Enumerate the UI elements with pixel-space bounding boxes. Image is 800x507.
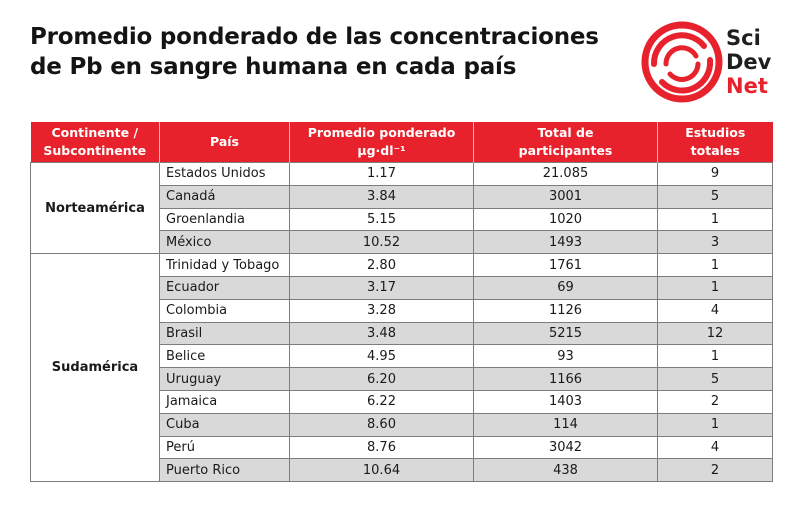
country-cell: Colombia [160, 299, 290, 322]
total-participants-cell: 3042 [474, 436, 658, 459]
total-studies-cell: 1 [658, 413, 773, 436]
total-studies-cell: 9 [658, 163, 773, 186]
page-title [30, 22, 630, 82]
weighted-average-cell: 6.20 [290, 368, 474, 391]
total-participants-cell: 93 [474, 345, 658, 368]
weighted-average-cell: 1.17 [290, 163, 474, 186]
total-studies-cell: 1 [658, 276, 773, 299]
logo-text-net: Net [726, 74, 768, 98]
title-line-1: Promedio ponderado de las concentraciones [30, 24, 599, 50]
country-cell: Brasil [160, 322, 290, 345]
country-cell: Uruguay [160, 368, 290, 391]
table-header-row [31, 122, 773, 163]
weighted-average-cell: 10.64 [290, 459, 474, 482]
logo-text-sci: Sci [726, 26, 761, 50]
total-studies-cell: 2 [658, 459, 773, 482]
weighted-average-cell: 3.28 [290, 299, 474, 322]
country-cell: México [160, 231, 290, 254]
title-line-2: de Pb en sangre humana en cada país [30, 54, 517, 80]
total-participants-cell: 1761 [474, 254, 658, 277]
total-studies-cell: 3 [658, 231, 773, 254]
total-studies-cell: 4 [658, 436, 773, 459]
continent-cell: Norteamérica [31, 163, 160, 254]
country-cell: Estados Unidos [160, 163, 290, 186]
total-studies-cell: 1 [658, 254, 773, 277]
weighted-average-cell: 8.76 [290, 436, 474, 459]
country-cell: Groenlandia [160, 208, 290, 231]
total-studies-cell: 4 [658, 299, 773, 322]
weighted-average-cell: 8.60 [290, 413, 474, 436]
weighted-average-cell: 5.15 [290, 208, 474, 231]
country-cell: Ecuador [160, 276, 290, 299]
total-participants-cell: 1166 [474, 368, 658, 391]
weighted-average-cell: 2.80 [290, 254, 474, 277]
weighted-average-cell: 3.84 [290, 185, 474, 208]
country-cell: Canadá [160, 185, 290, 208]
total-participants-cell: 438 [474, 459, 658, 482]
table-row [31, 254, 773, 277]
total-participants-cell: 21.085 [474, 163, 658, 186]
total-studies-cell: 5 [658, 185, 773, 208]
country-cell: Perú [160, 436, 290, 459]
header-total-studies: Estudios totales [658, 122, 773, 163]
total-participants-cell: 5215 [474, 322, 658, 345]
logo-swirl-icon [640, 20, 726, 106]
total-participants-cell: 1020 [474, 208, 658, 231]
total-studies-cell: 1 [658, 208, 773, 231]
total-studies-cell: 2 [658, 390, 773, 413]
country-cell: Belice [160, 345, 290, 368]
logo-text-dev: Dev [726, 50, 772, 74]
total-studies-cell: 12 [658, 322, 773, 345]
total-participants-cell: 3001 [474, 185, 658, 208]
country-cell: Cuba [160, 413, 290, 436]
continent-cell: Sudamérica [31, 254, 160, 482]
weighted-average-cell: 4.95 [290, 345, 474, 368]
header-country: País [160, 122, 290, 163]
total-studies-cell: 1 [658, 345, 773, 368]
country-cell: Trinidad y Tobago [160, 254, 290, 277]
weighted-average-cell: 10.52 [290, 231, 474, 254]
weighted-average-cell: 3.48 [290, 322, 474, 345]
total-participants-cell: 1493 [474, 231, 658, 254]
header-total-participants: Total de participantes [474, 122, 658, 163]
total-participants-cell: 1403 [474, 390, 658, 413]
country-cell: Puerto Rico [160, 459, 290, 482]
total-participants-cell: 1126 [474, 299, 658, 322]
header-continent: Continente / Subcontinente [31, 122, 160, 163]
total-participants-cell: 114 [474, 413, 658, 436]
weighted-average-cell: 6.22 [290, 390, 474, 413]
header-weighted-average: Promedio ponderado µg·dl⁻¹ [290, 122, 474, 163]
country-cell: Jamaica [160, 390, 290, 413]
table-row [31, 163, 773, 186]
scidevnet-logo [640, 20, 785, 106]
lead-concentration-table [30, 122, 773, 482]
weighted-average-cell: 3.17 [290, 276, 474, 299]
total-participants-cell: 69 [474, 276, 658, 299]
total-studies-cell: 5 [658, 368, 773, 391]
